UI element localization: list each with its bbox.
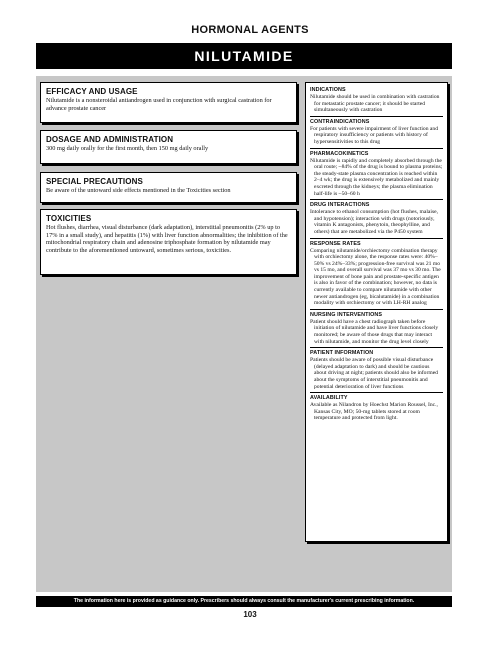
nursing-interventions-section	[310, 310, 443, 348]
toxicities-box	[40, 209, 297, 275]
precautions-text: Be aware of the untoward side effects mentioned in the Toxicities section	[46, 187, 231, 194]
efficacy-box	[40, 82, 297, 123]
page-number: 103	[243, 610, 257, 619]
drug-title-bar: NILUTAMIDE	[36, 43, 452, 69]
indications-section	[310, 85, 443, 117]
contraindications-heading: CONTRAINDICATIONS	[310, 118, 370, 125]
indications-heading: INDICATIONS	[310, 87, 346, 93]
patient-information-heading: PATIENT INFORMATION	[310, 350, 374, 357]
contraindications-text: For patients with severe impairment of liver function and respiratory insufficiency or patients with history of hypersensitivities to this drug	[310, 125, 439, 145]
efficacy-heading: EFFICACY AND USAGE	[46, 87, 138, 96]
drug-interactions-section	[310, 200, 443, 238]
response-rates-section	[310, 239, 443, 310]
response-rates-text: Comparing nilutamide/orchiectomy combination therapy with orchiectomy alone, the response rates were: 40%–50% vs 24%–33%; progression-free survival was 21 mo vs 15 mo, and overall survival was 37 mo vs 30 mo. The improvement of bone pain and prostate-specific antigen is also in favor of the combination; however, no data is currently available to compare nilutamide with other newer antiandrogen (eg, bicalutamide) in a combination modality with orchiectomy or with LH-RH analog	[310, 247, 441, 307]
contraindications-section	[310, 117, 443, 149]
efficacy-text: Nilutamide is a nonsteroidal antiandrogen used in conjunction with surgical castration for advance prostate cancer	[46, 97, 272, 112]
page-category-header: HORMONAL AGENTS	[191, 24, 309, 36]
patient-information-text: Patients should be aware of possible visual disturbance (delayed adaptation to dark) and should be cautious about driving at night; patients should also be informed about the symptoms of interstitial pneumonitis and potential deterioration of liver functions	[310, 357, 438, 390]
pharmacokinetics-text: Nilutamide is rapidly and completely absorbed through the oral route; ~84% of the drug is bound to plasma proteins; the steady-state plasma concentration is reached within 2–4 wk; the drug is extensively metabolized and mainly excreted through the kidneys; the plasma elimination half-life is ~50–60 h	[310, 157, 443, 197]
availability-text: Available as Nilandron by Hoechst Marion Roussel, Inc., Kansas City, MO; 50-mg tablets stored at room temperature and protected from light.	[310, 402, 438, 422]
dosage-box	[40, 130, 297, 164]
precautions-heading: SPECIAL PRECAUTIONS	[46, 177, 143, 186]
pharmacokinetics-section	[310, 149, 443, 201]
availability-heading: AVAILABILITY	[310, 395, 348, 402]
right-info-column	[305, 82, 448, 542]
disclaimer-bar: The information here is provided as guidance only. Prescribers should always consult the manufacturer's current prescribing information.	[36, 596, 452, 607]
toxicities-heading: TOXICITIES	[46, 214, 92, 223]
dosage-text: 300 mg daily orally for the first month, then 150 mg daily orally	[46, 145, 209, 152]
drug-interactions-text: Intolerance to ethanol consumption (hot flushes, malaise, and hypotension); interaction with drugs (notoriously, vitamin K antagonists, phenytoin, theophylline, and others) that are metabolized via the P450 system	[310, 209, 439, 235]
dosage-heading: DOSAGE AND ADMINISTRATION	[46, 135, 174, 144]
patient-information-section	[310, 348, 443, 393]
drug-interactions-heading: DRUG INTERACTIONS	[310, 202, 370, 209]
nursing-interventions-heading: NURSING INTERVENTIONS	[310, 311, 383, 318]
availability-section	[310, 393, 443, 424]
nursing-interventions-text: Patient should have a chest radiograph taken before initiation of nilutamide and have liver functions closely monitored; be aware of those drugs that may interact with nilutamide, and monitor the drug level closely	[310, 318, 439, 345]
response-rates-heading: RESPONSE RATES	[310, 240, 361, 247]
indications-text: Nilutamide should be used in combination with castration for metastatic prostate cancer; it should be started simultaneously with castration	[310, 94, 440, 114]
toxicities-text: Hot flushes, diarrhea, visual disturbance (dark adaptation), interstitial pneumonitis (2% up to 17% in a small study), and hepatitis (1%) with liver function abnormalities; the inhibition of the mitochondrial respiratory chain and adenosine triphosphate formation by nilutamide may contribute to the aforementioned untoward, sometimes serious, toxicities.	[46, 224, 288, 254]
pharmacokinetics-heading: PHARMACOKINETICS	[310, 150, 369, 157]
precautions-box	[40, 172, 297, 203]
